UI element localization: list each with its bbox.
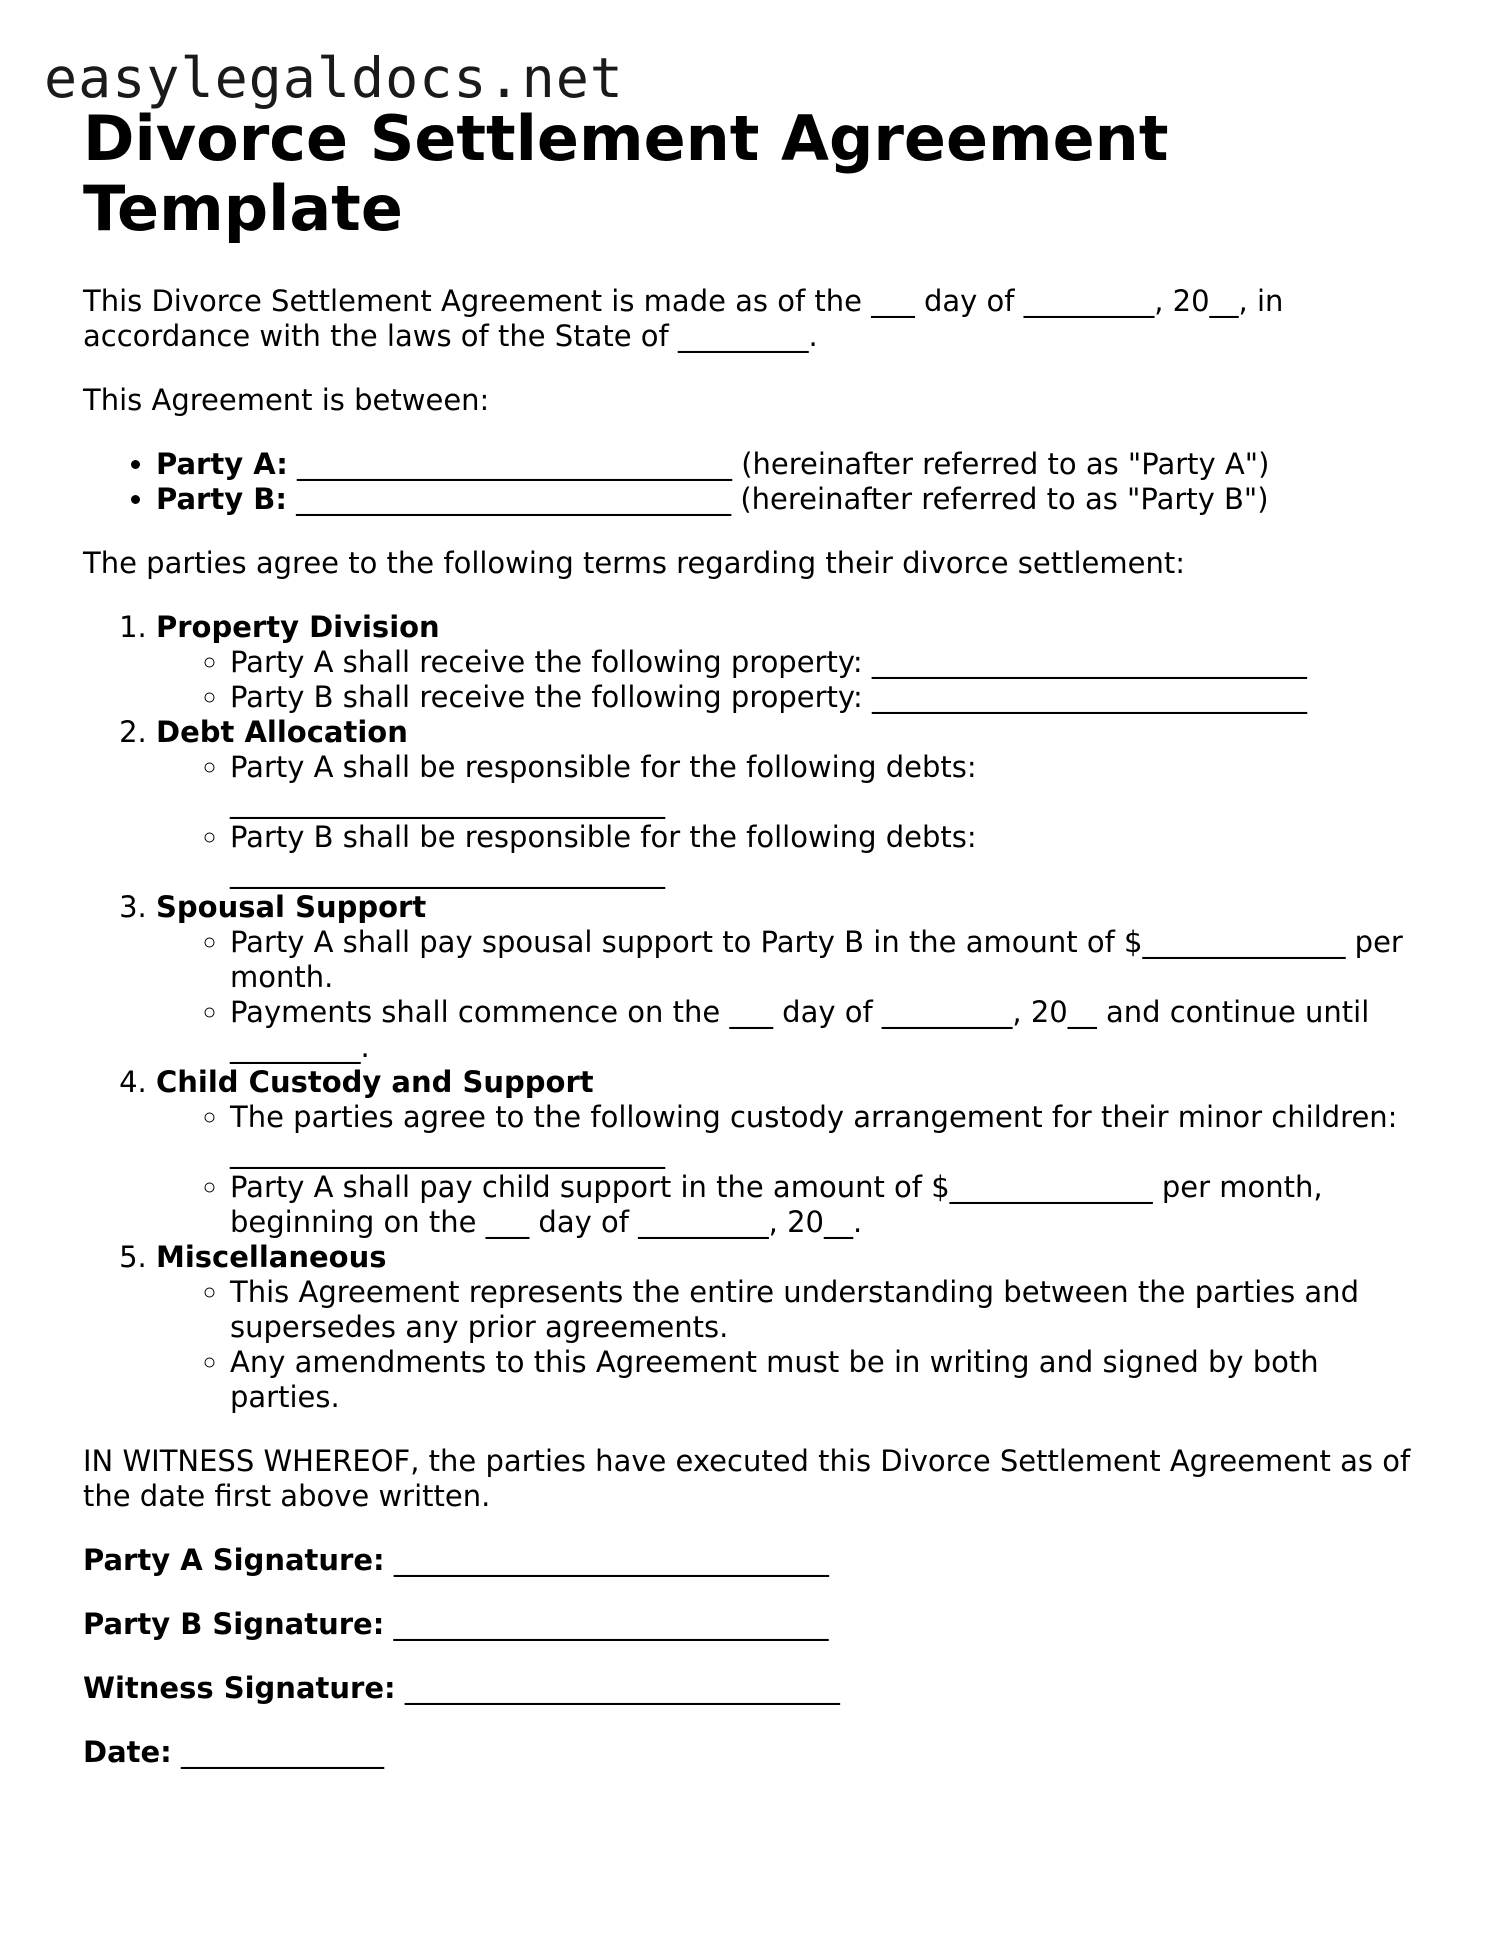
- signature-label: Party B Signature:: [83, 1607, 385, 1641]
- term-subitems: [156, 750, 1423, 890]
- party-a-item: [156, 447, 1423, 482]
- between-paragraph: This Agreement is between:: [83, 383, 490, 417]
- term-subitem: ◦ This Agreement represents the entire understanding between the parties and supersedes any prior agreements.: [230, 1275, 1423, 1345]
- term-subitems: [156, 925, 1423, 1065]
- term-property-division: [156, 610, 1423, 715]
- signature-label: Party A Signature:: [83, 1543, 385, 1577]
- party-b-item: [156, 482, 1423, 517]
- term-subitem-text: Party A shall be responsible for the following debts:: [230, 750, 977, 784]
- signature-line: ______________________________: [384, 1607, 829, 1641]
- term-miscellaneous: [156, 1240, 1423, 1415]
- site-watermark: easylegaldocs.net: [44, 46, 624, 110]
- intro-paragraph: This Divorce Settlement Agreement is made as of the ___ day of _________, 20__, in accordance with the laws of the State of _________.: [83, 284, 1284, 353]
- document-body: [83, 104, 1423, 1770]
- term-debt-allocation: [156, 715, 1423, 890]
- term-subitem: [230, 1100, 1423, 1170]
- term-heading: Debt Allocation: [156, 715, 408, 749]
- signature-line: ______________: [171, 1735, 384, 1769]
- term-subitem: ◦ Payments shall commence on the ___ day of _________, 20__ and continue until _________.: [230, 995, 1423, 1065]
- term-subitem: [230, 750, 1423, 820]
- witness-paragraph: IN WITNESS WHEREOF, the parties have executed this Divorce Settlement Agreement as of the date first above written.: [83, 1444, 1411, 1513]
- term-subitem-text: Party B shall be responsible for the following debts:: [230, 820, 977, 854]
- term-subitem: ◦ Party A shall pay child support in the amount of $______________ per month, beginning on the ___ day of _________, 20__.: [230, 1170, 1423, 1240]
- term-subitem: ◦ Party A shall receive the following property: ______________________________: [230, 645, 1423, 680]
- terms-list: [83, 610, 1423, 1415]
- signature-party-a: [83, 1543, 1423, 1578]
- party-blank: ______________________________ (hereinafter referred to as "Party A"): [287, 447, 1270, 481]
- party-label: Party A:: [156, 447, 288, 481]
- signature-label: Date:: [83, 1735, 172, 1769]
- signature-line: ______________________________: [384, 1543, 829, 1577]
- parties-list: [83, 447, 1423, 517]
- term-subitem: ◦ Party B shall receive the following property: ______________________________: [230, 680, 1423, 715]
- signature-date: [83, 1735, 1423, 1770]
- term-subitem: [230, 820, 1423, 890]
- term-subitem: ◦ Any amendments to this Agreement must be in writing and signed by both parties.: [230, 1345, 1423, 1415]
- signature-line: ______________________________: [395, 1671, 840, 1705]
- term-heading: Miscellaneous: [156, 1240, 387, 1274]
- term-spousal-support: [156, 890, 1423, 1065]
- term-child-custody: [156, 1065, 1423, 1240]
- term-subitem: ◦ Party A shall pay spousal support to Party B in the amount of $______________ per month.: [230, 925, 1423, 995]
- signature-label: Witness Signature:: [83, 1671, 396, 1705]
- term-heading: Spousal Support: [156, 890, 427, 924]
- term-subitems: [156, 1100, 1423, 1240]
- blank-line: ______________________________: [230, 1135, 665, 1169]
- term-heading: Property Division: [156, 610, 440, 644]
- term-subitem-text: The parties agree to the following custody arrangement for their minor children:: [230, 1100, 1398, 1134]
- page-title: Divorce Settlement Agreement Template: [83, 102, 1169, 245]
- signature-witness: [83, 1671, 1423, 1706]
- term-subitems: [156, 1275, 1423, 1415]
- term-heading: Child Custody and Support: [156, 1065, 594, 1099]
- term-subitems: [156, 645, 1423, 715]
- signature-party-b: [83, 1607, 1423, 1642]
- party-blank: ______________________________ (hereinafter referred to as "Party B"): [286, 482, 1269, 516]
- blank-line: ______________________________: [230, 785, 665, 819]
- terms-intro: The parties agree to the following terms regarding their divorce settlement:: [83, 546, 1185, 580]
- party-label: Party B:: [156, 482, 287, 516]
- blank-line: ______________________________: [230, 855, 665, 889]
